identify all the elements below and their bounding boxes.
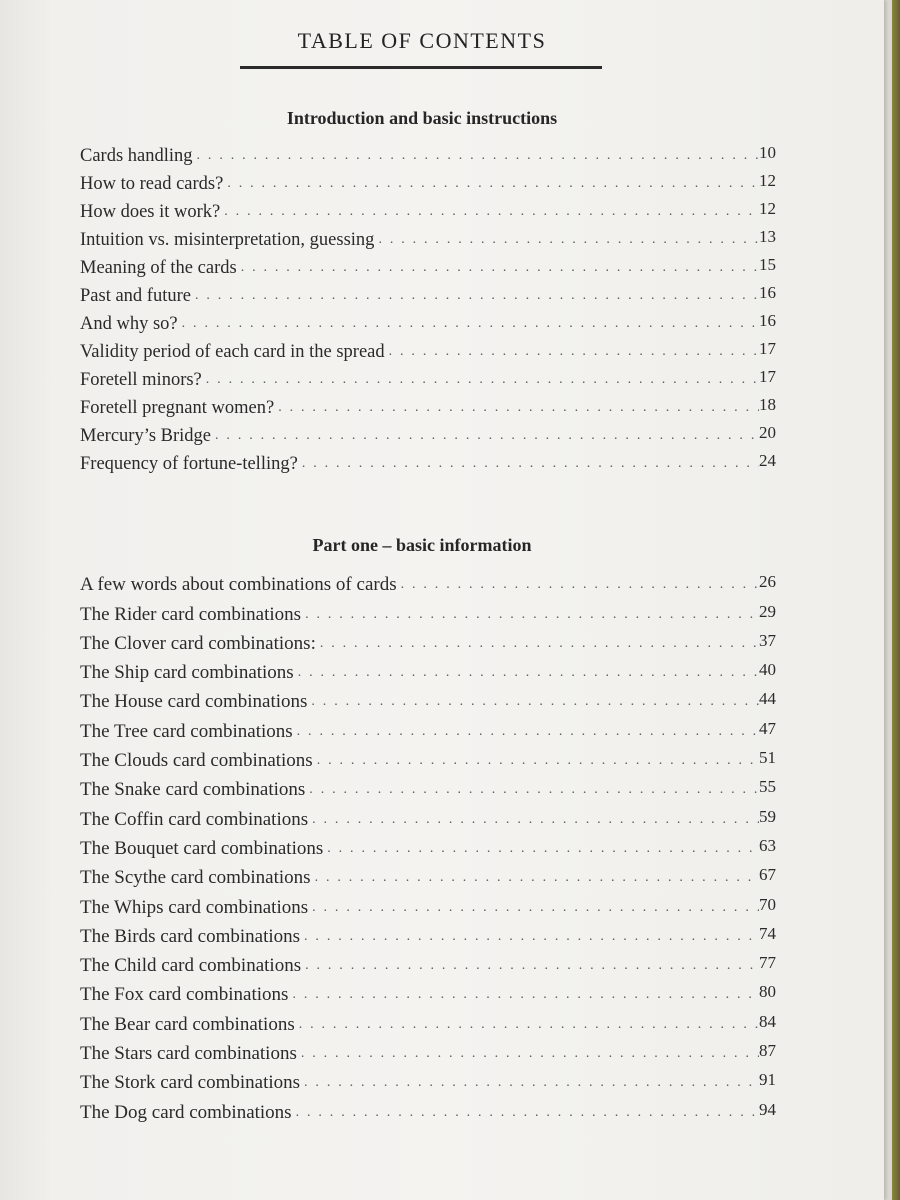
toc-entry-page: 10 [759, 143, 776, 162]
dot-leader [292, 1106, 759, 1120]
dot-leader [237, 261, 759, 275]
toc-entry-page: 59 [759, 806, 776, 826]
dot-leader [397, 578, 759, 592]
toc-entry-label: The Dog card combinations [80, 1101, 292, 1123]
toc-entry[interactable] [80, 743, 776, 772]
toc-entry-label: The Birds card combinations [80, 925, 301, 947]
dot-leader [211, 429, 759, 443]
toc-entry-page: 94 [759, 1099, 776, 1119]
toc-entry-page: 20 [759, 423, 776, 442]
title-underline [240, 66, 602, 69]
toc-entry-page: 80 [759, 982, 776, 1002]
dot-leader [297, 1047, 759, 1061]
toc-entry-page: 18 [759, 395, 776, 414]
toc-entry[interactable] [80, 1006, 776, 1035]
toc-entry[interactable] [80, 977, 776, 1006]
toc-entry-page: 74 [759, 923, 776, 943]
dot-leader [385, 345, 759, 359]
toc-entry-page: 77 [759, 953, 776, 973]
toc-entry-page: 47 [759, 718, 776, 738]
toc-entry-label: Past and future [80, 286, 191, 306]
toc-entry-label: The Child card combinations [80, 955, 302, 977]
dot-leader [178, 317, 759, 331]
toc-entry[interactable] [80, 195, 776, 223]
toc-entry[interactable] [80, 1094, 776, 1123]
toc-entry-page: 17 [759, 339, 776, 358]
dot-leader [202, 373, 759, 387]
dot-leader [308, 813, 759, 827]
toc-entry-page: 51 [759, 748, 776, 768]
toc-entry[interactable] [80, 919, 776, 948]
toc-entry-page: 13 [759, 227, 776, 246]
toc-entry-label: The Clouds card combinations [80, 750, 313, 772]
toc-entry-label: A few words about combinations of cards [80, 574, 397, 596]
toc-entry[interactable] [80, 948, 776, 977]
toc-entry[interactable] [80, 772, 776, 801]
toc-entry[interactable] [80, 1065, 776, 1094]
toc-entry[interactable] [80, 626, 776, 655]
toc-entry[interactable] [80, 167, 776, 195]
toc-entry-page: 84 [759, 1011, 776, 1031]
toc-entry-label: Validity period of each card in the spread [80, 342, 385, 362]
toc-entry[interactable] [80, 419, 776, 447]
toc-entry-page: 55 [759, 777, 776, 797]
toc-entry[interactable] [80, 889, 776, 918]
section-title-part-one: Part one – basic information [312, 535, 532, 555]
toc-entry[interactable] [80, 655, 776, 684]
toc-entry-page: 63 [759, 835, 776, 855]
toc-entry-page: 37 [759, 630, 776, 650]
dot-leader [301, 959, 759, 973]
toc-entry-page: 16 [759, 283, 776, 302]
dot-leader [293, 725, 759, 739]
dot-leader [298, 457, 759, 471]
toc-entry[interactable] [80, 363, 776, 391]
dot-leader [288, 988, 759, 1002]
toc-entry-page: 12 [759, 171, 776, 190]
toc-entry-page: 87 [759, 1041, 776, 1061]
toc-entry-label: The Tree card combinations [80, 720, 293, 742]
toc-entry[interactable] [80, 596, 776, 625]
dot-leader [316, 637, 759, 651]
toc-entry-label: The Fox card combinations [80, 984, 289, 1006]
toc-entry-label: How does it work? [80, 202, 221, 222]
toc-entry[interactable] [80, 279, 776, 307]
toc-entry[interactable] [80, 713, 776, 742]
toc-entry-label: Cards handling [80, 146, 193, 166]
dot-leader [323, 842, 759, 856]
toc-entry[interactable] [80, 139, 776, 167]
toc-entry-page: 29 [759, 601, 776, 621]
toc-entry-label: The Stars card combinations [80, 1043, 297, 1065]
toc-entry-label: The Scythe card combinations [80, 867, 311, 889]
dot-leader [374, 233, 759, 247]
section-title-introduction: Introduction and basic instructions [286, 108, 558, 128]
dot-leader [305, 783, 759, 797]
toc-entry-label: The House card combinations [80, 691, 308, 713]
toc-entry-page: 15 [759, 255, 776, 274]
toc-entry-label: Foretell pregnant women? [80, 398, 275, 418]
dot-leader [300, 930, 759, 944]
toc-entry[interactable] [80, 391, 776, 419]
toc-entry[interactable] [80, 307, 776, 335]
toc-entry-label: The Clover card combinations: [80, 632, 316, 654]
toc-entry-label: The Bear card combinations [80, 1013, 295, 1035]
toc-entry-label: How to read cards? [80, 174, 224, 194]
toc-entry-page: 91 [759, 1070, 776, 1090]
toc-entry-page: 44 [759, 689, 776, 709]
toc-entry-page: 40 [759, 660, 776, 680]
toc-entry-label: Mercury’s Bridge [80, 426, 212, 446]
toc-entry-page: 12 [759, 199, 776, 218]
toc-entry[interactable] [80, 1036, 776, 1065]
dot-leader [223, 177, 759, 191]
toc-entry[interactable] [80, 860, 776, 889]
toc-entry-label: Meaning of the cards [80, 258, 237, 278]
toc-entry[interactable] [80, 223, 776, 251]
page-title: TABLE OF CONTENTS [297, 28, 547, 53]
toc-entry-label: The Coffin card combinations [80, 808, 309, 830]
dot-leader [308, 901, 759, 915]
dot-leader [311, 871, 759, 885]
toc-entry-page: 24 [759, 451, 776, 470]
toc-entry-label: Foretell minors? [80, 370, 202, 390]
dot-leader [191, 289, 759, 303]
toc-entry-page: 67 [759, 865, 776, 885]
toc-entry[interactable] [80, 567, 776, 596]
toc-list-introduction [80, 139, 776, 475]
toc-entry[interactable] [80, 801, 776, 830]
dot-leader [274, 401, 759, 415]
dot-leader [313, 754, 759, 768]
toc-entry[interactable] [80, 831, 776, 860]
toc-entry-label: The Bouquet card combinations [80, 837, 324, 859]
dot-leader [294, 666, 759, 680]
dot-leader [300, 1076, 759, 1090]
toc-entry-page: 17 [759, 367, 776, 386]
toc-entry-label: Intuition vs. misinterpretation, guessing [80, 230, 375, 250]
toc-list-part-one [80, 567, 776, 1124]
toc-entry-label: Frequency of fortune-telling? [80, 454, 298, 474]
toc-entry-label: The Whips card combinations [80, 896, 309, 918]
toc-entry-label: And why so? [80, 314, 178, 334]
dot-leader [193, 149, 759, 163]
toc-entry-label: The Snake card combinations [80, 779, 306, 801]
toc-entry[interactable] [80, 447, 776, 475]
toc-entry[interactable] [80, 251, 776, 279]
toc-entry-label: The Rider card combinations [80, 603, 302, 625]
dot-leader [220, 205, 759, 219]
dot-leader [307, 695, 759, 709]
toc-entry-label: The Stork card combinations [80, 1072, 301, 1094]
toc-entry-page: 16 [759, 311, 776, 330]
toc-entry-page: 70 [759, 894, 776, 914]
toc-entry[interactable] [80, 684, 776, 713]
dot-leader [295, 1018, 759, 1032]
toc-entry-page: 26 [759, 572, 776, 592]
toc-entry-label: The Ship card combinations [80, 662, 294, 684]
dot-leader [301, 608, 759, 622]
toc-entry[interactable] [80, 335, 776, 363]
